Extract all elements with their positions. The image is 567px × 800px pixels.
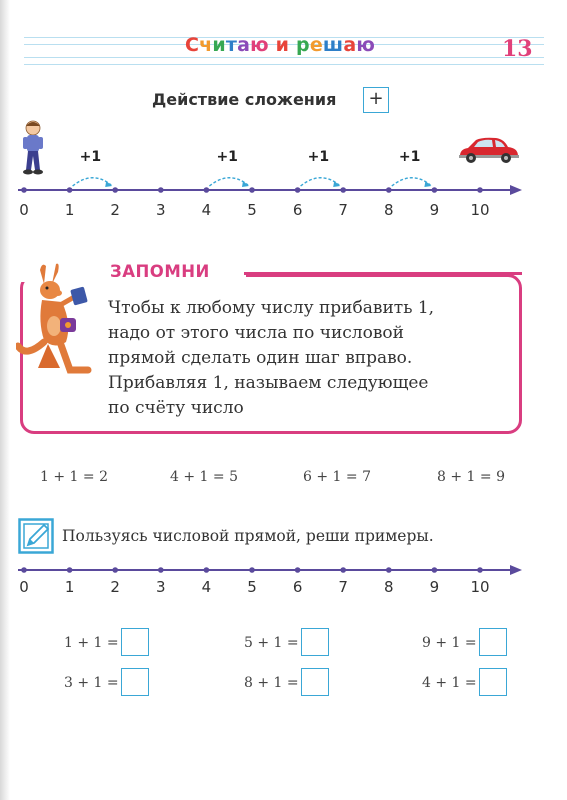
book-title-letter: а <box>343 34 357 56</box>
step-arc <box>209 178 248 186</box>
number-line-point <box>21 187 27 193</box>
number-line-tick-label: 6 <box>292 578 303 596</box>
book-title-letter: и <box>275 34 290 56</box>
number-line-tick-label: 9 <box>429 201 440 219</box>
book-title-letter: ш <box>322 34 344 56</box>
number-line-arrowhead <box>510 565 522 575</box>
number-line-tick-label: 2 <box>110 201 120 219</box>
book-title-letter: С <box>185 34 200 56</box>
number-line-point <box>477 187 483 193</box>
answer-box-2[interactable] <box>301 628 329 656</box>
number-line-point <box>21 567 27 573</box>
book-title-letter <box>289 34 296 56</box>
number-line-tick-label: 4 <box>201 578 212 596</box>
book-title-letter: а <box>237 34 251 56</box>
number-line-point <box>204 187 210 193</box>
number-line-point <box>477 567 483 573</box>
task-instruction: Пользуясь числовой прямой, реши примеры. <box>62 527 434 545</box>
step-label: +1 <box>216 149 238 165</box>
number-line-tick-label: 5 <box>247 578 257 596</box>
number-line-point <box>158 187 164 193</box>
remember-line-4: Прибавляя 1, называем следующее <box>108 373 429 393</box>
page-number: 13 <box>502 36 533 62</box>
remember-line-2: надо от этого числа по числовой <box>108 323 404 343</box>
number-line-point <box>295 187 301 193</box>
number-line-tick-label: 5 <box>247 201 257 219</box>
step-label: +1 <box>79 149 102 165</box>
problem-1: 1 + 1 = <box>64 635 119 651</box>
remember-line-1: Чтобы к любому числу прибавить 1, <box>108 298 435 318</box>
problem-5: 8 + 1 = <box>244 675 299 691</box>
number-line-tick-label: 3 <box>156 201 166 219</box>
number-line-point <box>432 187 438 193</box>
remember-title: ЗАПОМНИ <box>110 262 210 281</box>
number-line-tick-label: 9 <box>429 578 440 596</box>
number-line-tick-label: 10 <box>470 201 490 219</box>
problem-3: 9 + 1 = <box>422 635 477 651</box>
number-line-tick-label: 1 <box>64 201 75 219</box>
example-3: 6 + 1 = 7 <box>303 469 371 485</box>
book-title <box>185 34 375 56</box>
number-line-point <box>340 567 346 573</box>
number-line-tick-label: 2 <box>110 578 120 596</box>
number-line-point <box>432 567 438 573</box>
step-arc <box>301 178 340 186</box>
number-line-tick-label: 8 <box>384 578 394 596</box>
number-line-point <box>249 567 255 573</box>
example-4: 8 + 1 = 9 <box>437 469 505 485</box>
number-line-top <box>0 140 567 220</box>
book-title-letter <box>269 34 276 56</box>
number-line-point <box>249 187 255 193</box>
number-line-point <box>204 567 210 573</box>
step-arc-arrowhead <box>333 181 340 187</box>
step-label: +1 <box>398 149 421 165</box>
number-line-tick-label: 7 <box>338 201 348 219</box>
plus-sign-box: + <box>363 87 389 113</box>
number-line-point <box>158 567 164 573</box>
step-arc <box>392 178 431 186</box>
number-line-tick-label: 0 <box>19 201 29 219</box>
answer-box-6[interactable] <box>479 668 507 696</box>
kangaroo-illustration <box>16 262 98 378</box>
problem-6: 4 + 1 = <box>422 675 477 691</box>
number-line-tick-label: 0 <box>19 578 29 596</box>
number-line-tick-label: 7 <box>338 578 348 596</box>
book-title-letter: ю <box>356 34 376 56</box>
example-1: 1 + 1 = 2 <box>40 469 108 485</box>
answer-box-5[interactable] <box>301 668 329 696</box>
book-title-letter: т <box>225 34 238 56</box>
number-line-point <box>112 187 118 193</box>
number-line-tick-label: 8 <box>384 201 394 219</box>
number-line-point <box>340 187 346 193</box>
section-title: Действие сложения <box>152 90 337 109</box>
book-title-letter: ю <box>250 34 269 56</box>
remember-line-5: по счёту число <box>108 398 244 418</box>
number-line-bottom <box>0 558 567 602</box>
number-line-point <box>67 187 73 193</box>
number-line-point <box>112 567 118 573</box>
answer-box-3[interactable] <box>479 628 507 656</box>
answer-box-4[interactable] <box>121 668 149 696</box>
number-line-tick-label: 1 <box>64 578 75 596</box>
remember-line-3: прямой сделать один шаг вправо. <box>108 348 413 368</box>
number-line-point <box>386 567 392 573</box>
pencil-task-icon <box>18 518 54 554</box>
number-line-tick-label: 3 <box>156 578 166 596</box>
remember-title-underline <box>244 272 522 275</box>
page-edge-shadow <box>0 0 10 800</box>
problem-2: 5 + 1 = <box>244 635 299 651</box>
step-arc-arrowhead <box>242 181 249 187</box>
number-line-point <box>67 567 73 573</box>
book-title-letter: ч <box>199 34 213 56</box>
book-title-letter: е <box>309 34 323 56</box>
answer-box-1[interactable] <box>121 628 149 656</box>
remember-text <box>108 296 508 421</box>
problem-4: 3 + 1 = <box>64 675 119 691</box>
example-2: 4 + 1 = 5 <box>170 469 238 485</box>
step-arc-arrowhead <box>424 181 431 187</box>
step-arc <box>73 178 112 186</box>
number-line-point <box>386 187 392 193</box>
step-arc-arrowhead <box>105 181 112 187</box>
book-title-letter: р <box>296 34 310 56</box>
number-line-tick-label: 6 <box>292 201 303 219</box>
number-line-tick-label: 10 <box>470 578 490 596</box>
book-title-letter: и <box>212 34 226 56</box>
number-line-arrowhead <box>510 185 522 195</box>
number-line-tick-label: 4 <box>201 201 212 219</box>
number-line-point <box>295 567 301 573</box>
step-label: +1 <box>307 149 330 165</box>
